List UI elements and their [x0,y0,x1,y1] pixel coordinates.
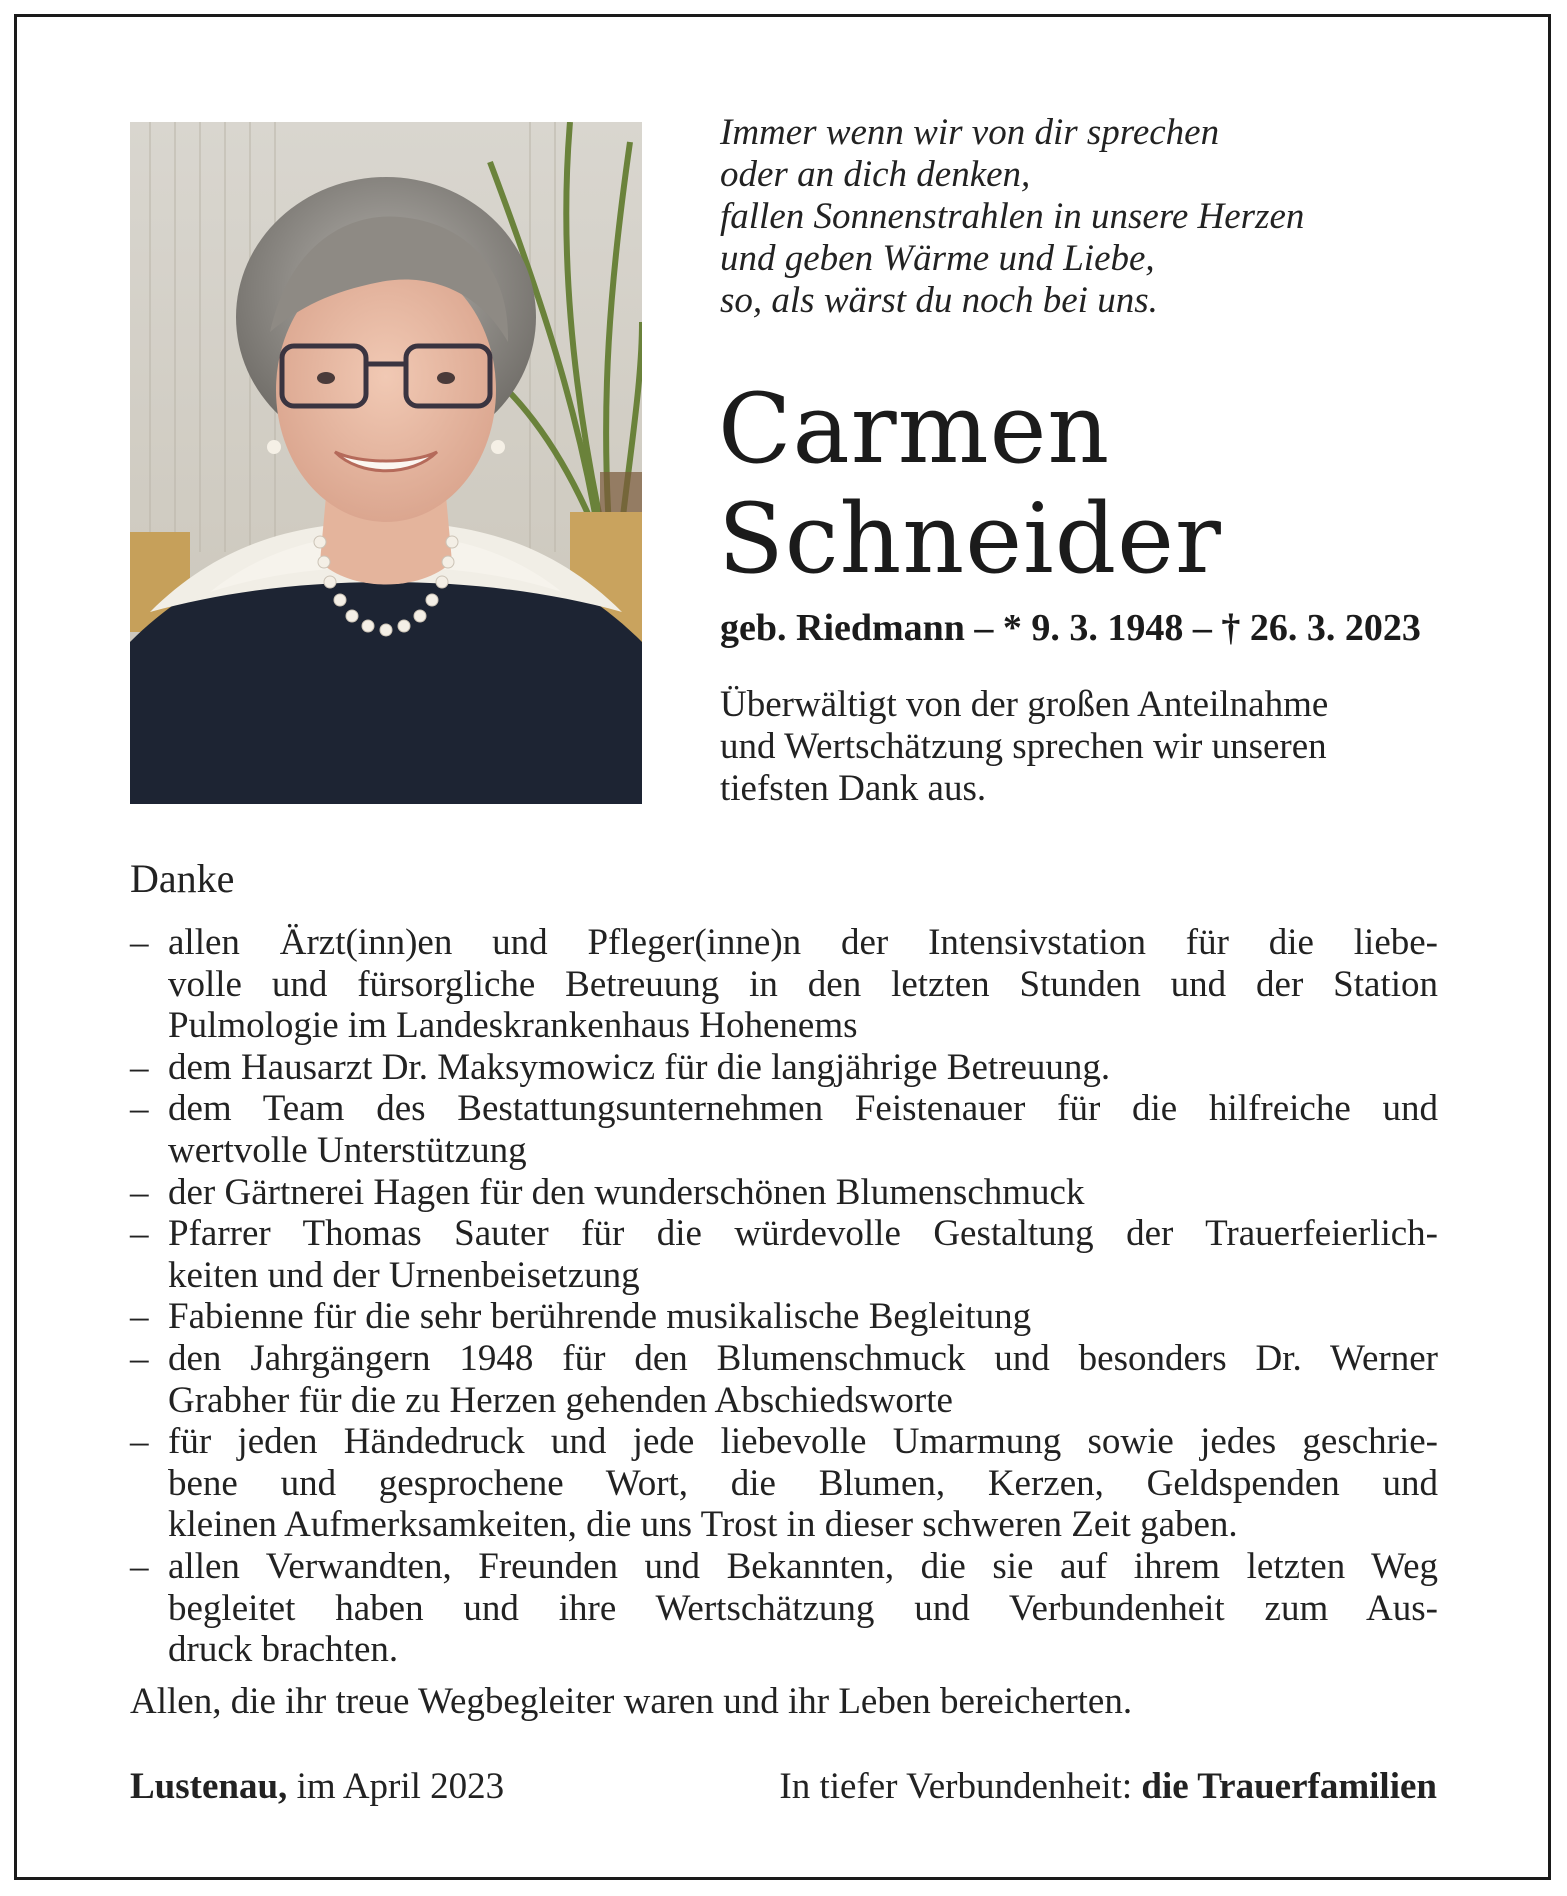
list-dash: – [130,1421,149,1463]
thanks-intro-line: Überwältigt von der großen Anteilnahme [720,684,1329,725]
last-name: Schneider [718,483,1222,595]
list-item-line: kleinen Aufmerksamkeiten, die uns Trost in dieser schweren Zeit gaben. [168,1504,1238,1546]
list-item [130,1546,1438,1671]
list-dash: – [130,1213,149,1255]
list-item-line: dem Team des Bestattungsunternehmen Feistenauer für die hilfreiche und [168,1088,1438,1130]
list-item-line: dem Hausarzt Dr. Maksymowicz für die langjährige Betreuung. [168,1046,1111,1088]
list-item-line: begleitet haben und ihre Wertschätzung und Verbundenheit zum Aus- [168,1587,1438,1629]
list-item [130,1172,1438,1214]
list-item [130,1047,1438,1089]
first-name: Carmen [718,373,1111,485]
list-item [130,1213,1438,1296]
list-dash: – [130,1337,149,1379]
thanks-list [130,922,1438,1671]
list-item-line: der Gärtnerei Hagen für den wunderschönen Blumenschmuck [168,1171,1085,1213]
signoff [779,1765,1437,1808]
list-item-line: allen Ärzt(inn)en und Pfleger(inne)n der Intensivstation für die liebe- [168,922,1438,963]
list-item [130,922,1438,1047]
poem-line: Immer wenn wir von dir sprechen [720,112,1220,153]
portrait-image [130,122,642,804]
list-item-line: allen Verwandten, Freunden und Bekannten, die sie auf ihrem letzten Weg [168,1545,1438,1587]
list-item-line: Pulmologie im Landeskrankenhaus Hohenems [168,1005,858,1047]
place: Lustenau, [130,1766,288,1807]
poem [720,112,1520,322]
list-dash: – [130,1296,149,1338]
deceased-name [718,374,1222,594]
signoff-prefix: In tiefer Verbundenheit: [779,1766,1142,1807]
portrait-photo [130,122,642,804]
list-item-line: den Jahrgängern 1948 für den Blumenschmuck und besonders Dr. Werner [168,1337,1438,1379]
list-item-line: druck brachten. [168,1629,399,1671]
poem-line: fallen Sonnenstrahlen in unsere Herzen [720,196,1305,237]
list-item [130,1088,1438,1171]
list-item-line: Fabienne für die sehr berührende musikalische Begleitung [168,1296,1032,1338]
list-item-line: Grabher für die zu Herzen gehenden Abschiedsworte [168,1379,953,1421]
list-item [130,1296,1438,1338]
closing-line: Allen, die ihr treue Wegbegleiter waren und ihr Leben bereicherten. [130,1681,1133,1722]
list-dash: – [130,1046,149,1088]
list-dash: – [130,922,149,963]
list-dash: – [130,1171,149,1213]
thanks-intro-line: und Wertschätzung sprechen wir unseren [720,726,1327,767]
list-item-line: wertvolle Unterstützung [168,1129,527,1171]
date: im April 2023 [287,1766,505,1807]
place-date [130,1765,504,1808]
poem-line: und geben Wärme und Liebe, [720,238,1155,279]
list-item-line: keiten und der Urnenbeisetzung [168,1254,640,1296]
list-item-line: Pfarrer Thomas Sauter für die würdevolle Gestaltung der Trauerfeierlich- [168,1213,1438,1255]
signoff-families: die Trauerfamilien [1141,1766,1437,1807]
poem-line: oder an dich denken, [720,154,1031,195]
thanks-intro-line: tiefsten Dank aus. [720,768,987,809]
thanks-intro [720,684,1440,810]
list-item [130,1421,1438,1546]
list-dash: – [130,1088,149,1130]
list-item-line: volle und fürsorgliche Betreuung in den letzten Stunden und der Station [168,963,1438,1005]
list-item-line: bene und gesprochene Wort, die Blumen, Kerzen, Geldspenden und [168,1462,1438,1504]
birth-death-dates: geb. Riedmann – * 9. 3. 1948 – † 26. 3. 2023 [720,607,1421,649]
danke-heading: Danke [130,856,235,901]
poem-line: so, als wärst du noch bei uns. [720,280,1158,321]
list-dash: – [130,1545,149,1587]
list-item-line: für jeden Händedruck und jede liebevolle Umarmung sowie jedes geschrie- [168,1421,1438,1463]
list-item [130,1338,1438,1421]
